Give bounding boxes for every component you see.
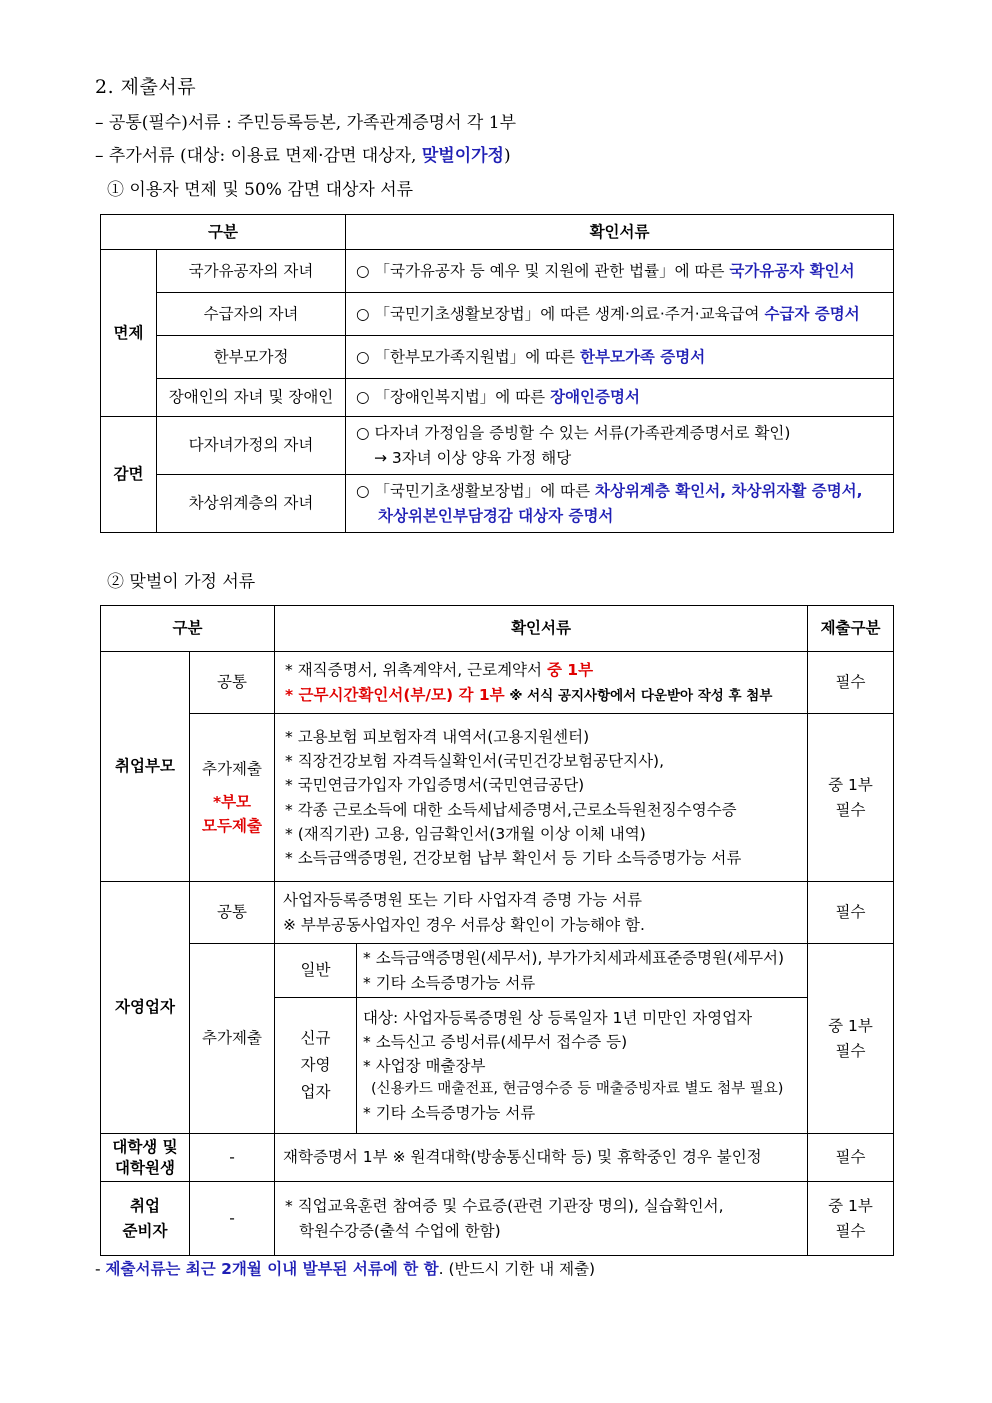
self-common-submit: 필수 [808, 882, 894, 944]
list-item: * 기타 소득증명가능 서류 [363, 1103, 536, 1122]
table-row-target: 다자녀가정의 자녀 [157, 417, 346, 475]
group-job-seeker: 취업 준비자 [101, 1182, 190, 1256]
table-row-doc: ○ 「한부모가족지원법」에 따른 한부모가족 증명서 [346, 336, 894, 379]
self-general-docs [357, 944, 808, 998]
exemption-table [100, 214, 894, 533]
self-new-docs [357, 998, 808, 1134]
list-item: * 소득금액증명원, 건강보험 납부 확인서 등 기타 소득증명가능 서류 [285, 848, 742, 867]
self-general-label: 일반 [275, 944, 357, 998]
group-student: 대학생 및 대학원생 [101, 1134, 190, 1182]
employed-extra-note: *부모 모두제출 [202, 793, 262, 835]
employed-extra-submit: 중 1부 필수 [808, 714, 894, 882]
list-item: * 소득신고 증빙서류(세무서 접수증 등) [363, 1033, 628, 1052]
table-row-target: 수급자의 자녀 [157, 293, 346, 336]
subsection-2-title: ② 맞벌이 가정 서류 [107, 572, 256, 592]
table2-header-docs: 확인서류 [275, 606, 808, 652]
table-row-doc: ○ 다자녀 가정임을 증빙할 수 있는 서류(가족관계증명서로 확인) → 3자녀 이상 양육 가정 해당 [346, 417, 894, 475]
employed-extra-label-cell [190, 714, 275, 882]
list-item: * 소득금액증명원(세무서), 부가가치세과세표준증명원(세무서) [363, 949, 785, 968]
list-item: * 각종 근로소득에 대한 소득세납세증명서,근로소득원천징수영수증 [285, 800, 737, 819]
table1-header-docs: 확인서류 [346, 215, 894, 250]
table-row-doc: ○ 「장애인복지법」에 따른 장애인증명서 [346, 379, 894, 417]
section-title: 2. 제출서류 [95, 76, 197, 98]
self-new-label: 신규 자영 업자 [275, 998, 357, 1134]
employed-common-docs: * 재직증명서, 위촉계약서, 근로계약서 중 1부 * 근무시간확인서(부/모) 각 1부 ※ 서식 공지사항에서 다운받아 작성 후 첨부 [275, 652, 808, 714]
table-row-doc: ○ 「국가유공자 등 예우 및 지원에 관한 법률」에 따른 국가유공자 확인서 [346, 250, 894, 293]
footer-note: - 제출서류는 최근 2개월 이내 발부된 서류에 한 함. (반드시 기한 내 제출) [95, 1260, 596, 1278]
employed-common-submit: 필수 [808, 652, 894, 714]
table-row-target: 차상위계층의 자녀 [157, 475, 346, 533]
group-self-employed: 자영업자 [101, 882, 190, 1134]
list-item: * 사업장 매출장부 [363, 1057, 486, 1076]
student-sub: - [190, 1134, 275, 1182]
self-extra-submit: 중 1부 필수 [808, 944, 894, 1134]
table-row-target: 장애인의 자녀 및 장애인 [157, 379, 346, 417]
subsection-1-title: ① 이용자 면제 및 50% 감면 대상자 서류 [107, 180, 414, 200]
list-item: (신용카드 매출전표, 현금영수증 등 매출증빙자료 별도 첨부 필요) [371, 1081, 784, 1098]
self-common-label: 공통 [190, 882, 275, 944]
table2-header-category: 구분 [101, 606, 275, 652]
job-seeker-submit: 중 1부 필수 [808, 1182, 894, 1256]
dual-income-highlight: 맞벌이가정 [421, 146, 504, 166]
table2-header-submit: 제출구분 [808, 606, 894, 652]
list-item: * (재직기관) 고용, 임금확인서(3개월 이상 이체 내역) [285, 824, 646, 843]
common-docs-line: – 공통(필수)서류 : 주민등록등본, 가족관계증명서 각 1부 [95, 113, 516, 133]
table-row-target: 한부모가정 [157, 336, 346, 379]
list-item: * 직장건강보험 자격득실확인서(국민건강보험공단지사), [285, 752, 665, 771]
table1-header-category: 구분 [101, 215, 346, 250]
list-item: * 고용보험 피보험자격 내역서(고용지원센터) [285, 728, 590, 747]
list-item: 대상: 사업자등록증명원 상 등록일자 1년 미만인 자영업자 [363, 1009, 753, 1028]
employed-extra-label: 추가제출 [202, 760, 262, 779]
self-common-docs: 사업자등록증명원 또는 기타 사업자격 증명 가능 서류 ※ 부부공동사업자인 경우 서류상 확인이 가능해야 함. [275, 882, 808, 944]
table-row-doc: ○ 「국민기초생활보장법」에 따른 생계·의료·주거·교육급여 수급자 증명서 [346, 293, 894, 336]
group-exempt: 면제 [101, 250, 157, 417]
group-reduce: 감면 [101, 417, 157, 533]
job-seeker-docs: * 직업교육훈련 참여증 및 수료증(관련 기관장 명의), 실습확인서, 학원수강증(출석 수업에 한함) [275, 1182, 808, 1256]
student-doc: 재학증명서 1부 ※ 원격대학(방송통신대학 등) 및 휴학중인 경우 불인정 [275, 1134, 808, 1182]
job-seeker-sub: - [190, 1182, 275, 1256]
table-row-doc: ○ 「국민기초생활보장법」에 따른 차상위계층 확인서, 차상위자활 증명서, 차상위본인부담경감 대상자 증명서 [346, 475, 894, 533]
self-extra-label: 추가제출 [190, 944, 275, 1134]
list-item: * 국민연금가입자 가입증명서(국민연금공단) [285, 776, 585, 795]
table-row-target: 국가유공자의 자녀 [157, 250, 346, 293]
group-employed: 취업부모 [101, 652, 190, 882]
extra-docs-line: – 추가서류 (대상: 이용료 면제·감면 대상자, 맞벌이가정) [95, 146, 511, 166]
employed-extra-docs [275, 714, 808, 882]
student-submit: 필수 [808, 1134, 894, 1182]
list-item: * 기타 소득증명가능 서류 [363, 973, 536, 992]
dual-income-table [100, 605, 894, 1256]
employed-common-label: 공통 [190, 652, 275, 714]
